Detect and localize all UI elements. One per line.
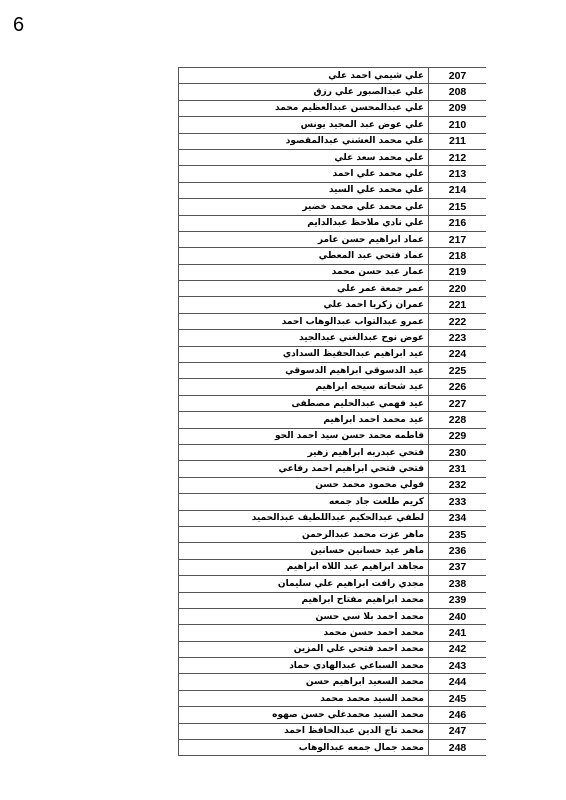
table-row bbox=[179, 297, 487, 313]
table-row bbox=[179, 625, 487, 641]
row-number-cell: 247 bbox=[429, 723, 487, 739]
table-row bbox=[179, 149, 487, 165]
row-number-cell: 227 bbox=[429, 395, 487, 411]
row-name-cell: عماد ابراهيم حسن عامر bbox=[179, 231, 429, 247]
row-name-cell: عمر جمعة عمر علي bbox=[179, 281, 429, 297]
row-name-cell: محمد احمد حسن محمد bbox=[179, 625, 429, 641]
row-number-cell: 230 bbox=[429, 444, 487, 460]
row-number-cell: 237 bbox=[429, 559, 487, 575]
row-name-cell: محمد السباعي عبدالهادي حماد bbox=[179, 658, 429, 674]
row-number-cell: 231 bbox=[429, 461, 487, 477]
row-name-cell: فاطمه محمد حسن سيد احمد الحو bbox=[179, 428, 429, 444]
row-number-cell: 239 bbox=[429, 592, 487, 608]
row-name-cell: علي شيمي احمد علي bbox=[179, 68, 429, 84]
row-name-cell: محمد ابراهيم مفتاح ابراهيم bbox=[179, 592, 429, 608]
table-row bbox=[179, 68, 487, 84]
row-name-cell: علي محمد سعد علي bbox=[179, 149, 429, 165]
row-number-cell: 238 bbox=[429, 576, 487, 592]
table-row bbox=[179, 379, 487, 395]
row-name-cell: لطفي عبدالحكيم عبداللطيف عبدالحميد bbox=[179, 510, 429, 526]
row-number-cell: 233 bbox=[429, 494, 487, 510]
row-number-cell: 211 bbox=[429, 133, 487, 149]
row-name-cell: محمد السيد محمد محمد bbox=[179, 690, 429, 706]
row-number-cell: 223 bbox=[429, 330, 487, 346]
table-row bbox=[179, 658, 487, 674]
row-number-cell: 221 bbox=[429, 297, 487, 313]
row-number-cell: 216 bbox=[429, 215, 487, 231]
row-number-cell: 248 bbox=[429, 740, 487, 756]
table-row bbox=[179, 477, 487, 493]
table-row bbox=[179, 133, 487, 149]
table-row bbox=[179, 248, 487, 264]
row-number-cell: 232 bbox=[429, 477, 487, 493]
row-number-cell: 217 bbox=[429, 231, 487, 247]
row-name-cell: كريم طلعت جاد جمعه bbox=[179, 494, 429, 510]
table-row bbox=[179, 608, 487, 624]
row-number-cell: 212 bbox=[429, 149, 487, 165]
row-name-cell: علي محمد علي احمد bbox=[179, 166, 429, 182]
row-name-cell: عوض نوح عبدالغني عبدالجيد bbox=[179, 330, 429, 346]
row-number-cell: 236 bbox=[429, 543, 487, 559]
row-number-cell: 244 bbox=[429, 674, 487, 690]
row-name-cell: عيد فهمي عبدالحليم مصطفى bbox=[179, 395, 429, 411]
row-name-cell: عماد فتحي عبد المعطي bbox=[179, 248, 429, 264]
row-name-cell: عمار عبد حسن محمد bbox=[179, 264, 429, 280]
row-number-cell: 219 bbox=[429, 264, 487, 280]
row-name-cell: فولي محمود محمد حسن bbox=[179, 477, 429, 493]
table-row bbox=[179, 461, 487, 477]
row-name-cell: علي عوض عبد المجيد يونس bbox=[179, 117, 429, 133]
table-row bbox=[179, 313, 487, 329]
row-number-cell: 222 bbox=[429, 313, 487, 329]
table-row bbox=[179, 281, 487, 297]
row-number-cell: 245 bbox=[429, 690, 487, 706]
table-row bbox=[179, 182, 487, 198]
row-number-cell: 220 bbox=[429, 281, 487, 297]
row-name-cell: عمران زكريا احمد علي bbox=[179, 297, 429, 313]
row-name-cell: علي محمد علي محمد خضير bbox=[179, 199, 429, 215]
row-name-cell: عيد ابراهيم عبدالحفيظ السدادي bbox=[179, 346, 429, 362]
table-row bbox=[179, 412, 487, 428]
table-row bbox=[179, 723, 487, 739]
table-row bbox=[179, 690, 487, 706]
row-name-cell: علي محمد علي السيد bbox=[179, 182, 429, 198]
table-row bbox=[179, 264, 487, 280]
row-number-cell: 240 bbox=[429, 608, 487, 624]
row-number-cell: 229 bbox=[429, 428, 487, 444]
table-row bbox=[179, 494, 487, 510]
row-number-cell: 246 bbox=[429, 707, 487, 723]
table-row bbox=[179, 641, 487, 657]
table-row bbox=[179, 510, 487, 526]
table-row bbox=[179, 559, 487, 575]
row-name-cell: مجاهد ابراهيم عبد اللاه ابراهيم bbox=[179, 559, 429, 575]
table-row bbox=[179, 346, 487, 362]
row-number-cell: 228 bbox=[429, 412, 487, 428]
table-row bbox=[179, 592, 487, 608]
row-name-cell: محمد السعيد ابراهيم حسن bbox=[179, 674, 429, 690]
row-name-cell: عيد محمد احمد ابراهيم bbox=[179, 412, 429, 428]
row-name-cell: محمد السيد محمدعلي حسن صهوه bbox=[179, 707, 429, 723]
table-row bbox=[179, 674, 487, 690]
row-number-cell: 213 bbox=[429, 166, 487, 182]
table-row bbox=[179, 395, 487, 411]
row-number-cell: 241 bbox=[429, 625, 487, 641]
row-number-cell: 235 bbox=[429, 526, 487, 542]
row-number-cell: 207 bbox=[429, 68, 487, 84]
row-name-cell: فتحي فتحي ابراهيم احمد رفاعي bbox=[179, 461, 429, 477]
row-number-cell: 210 bbox=[429, 117, 487, 133]
table-row bbox=[179, 740, 487, 756]
table-row bbox=[179, 444, 487, 460]
table-row bbox=[179, 166, 487, 182]
table-row bbox=[179, 543, 487, 559]
row-number-cell: 215 bbox=[429, 199, 487, 215]
page-number: 6 bbox=[13, 14, 25, 36]
row-name-cell: ماهر عزت محمد عبدالرحمن bbox=[179, 526, 429, 542]
table-row bbox=[179, 215, 487, 231]
row-name-cell: مجدي رافت ابراهيم علي سليمان bbox=[179, 576, 429, 592]
row-name-cell: محمد احمد بلا سي حسن bbox=[179, 608, 429, 624]
row-name-cell: علي محمد العشني عبدالمقصود bbox=[179, 133, 429, 149]
row-name-cell: علي عبدالمحسن عبدالعظيم محمد bbox=[179, 100, 429, 116]
row-name-cell: عيد الدسوقي ابراهيم الدسوقي bbox=[179, 363, 429, 379]
row-number-cell: 209 bbox=[429, 100, 487, 116]
table-row bbox=[179, 330, 487, 346]
table-row bbox=[179, 117, 487, 133]
row-name-cell: ماهر عيد حسانين حسانين bbox=[179, 543, 429, 559]
row-name-cell: علي نادي ملاحظ عبدالدايم bbox=[179, 215, 429, 231]
row-name-cell: عيد شحاته سيحه ابراهيم bbox=[179, 379, 429, 395]
row-name-cell: عمرو عبدالتواب عبدالوهاب احمد bbox=[179, 313, 429, 329]
row-number-cell: 208 bbox=[429, 84, 487, 100]
table-row bbox=[179, 84, 487, 100]
names-table bbox=[178, 67, 486, 756]
table-row bbox=[179, 100, 487, 116]
row-number-cell: 234 bbox=[429, 510, 487, 526]
row-name-cell: محمد تاج الدين عبدالحافظ احمد bbox=[179, 723, 429, 739]
row-number-cell: 214 bbox=[429, 182, 487, 198]
table-row bbox=[179, 526, 487, 542]
row-number-cell: 226 bbox=[429, 379, 487, 395]
row-number-cell: 243 bbox=[429, 658, 487, 674]
row-number-cell: 218 bbox=[429, 248, 487, 264]
table-row bbox=[179, 576, 487, 592]
names-table-body bbox=[179, 68, 487, 756]
row-name-cell: محمد جمال جمعه عبدالوهاب bbox=[179, 740, 429, 756]
row-number-cell: 224 bbox=[429, 346, 487, 362]
table-row bbox=[179, 428, 487, 444]
row-name-cell: فتحي عبدربه ابراهيم زهير bbox=[179, 444, 429, 460]
table-row bbox=[179, 231, 487, 247]
table-row bbox=[179, 707, 487, 723]
row-number-cell: 225 bbox=[429, 363, 487, 379]
row-name-cell: علي عبدالصبور علي رزق bbox=[179, 84, 429, 100]
table-row bbox=[179, 199, 487, 215]
row-number-cell: 242 bbox=[429, 641, 487, 657]
table-row bbox=[179, 363, 487, 379]
row-name-cell: محمد احمد فتحي علي المزين bbox=[179, 641, 429, 657]
